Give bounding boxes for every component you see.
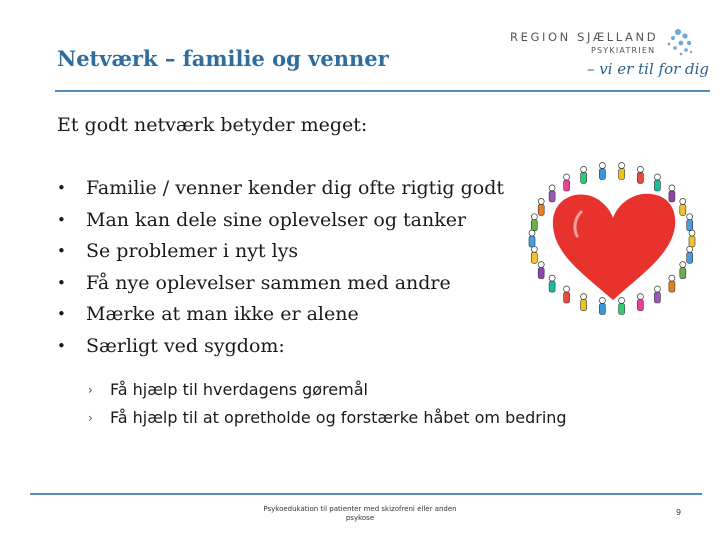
- logo-tagline: – vi er til for dig: [587, 60, 710, 78]
- list-item-text: Få hjælp til at opretholde og forstærke håbet om bedring: [110, 408, 567, 427]
- bullet-icon: •: [57, 210, 66, 229]
- heart-with-people-circle-icon: [521, 160, 704, 318]
- list-item-text: Se problemer i nyt lys: [86, 240, 299, 262]
- list-item: [57, 207, 504, 239]
- bullet-list: [57, 175, 504, 364]
- list-item-text: Man kan dele sine oplevelser og tanker: [86, 208, 467, 231]
- list-item-text: Få hjælp til hverdagens gøremål: [110, 380, 368, 399]
- title-divider: [55, 90, 710, 92]
- list-item: [57, 238, 504, 270]
- list-item: [88, 378, 567, 406]
- footer-divider: [30, 493, 702, 495]
- slide-title: Netværk – familie og venner: [57, 46, 389, 71]
- sub-bullet-list: [88, 378, 567, 434]
- list-item: [57, 270, 504, 302]
- list-item-text: Få nye oplevelser sammen med andre: [86, 271, 451, 294]
- list-item-text: Familie / venner kender dig ofte rigtig godt: [86, 177, 504, 199]
- bullet-icon: •: [57, 305, 66, 323]
- intro-text: Et godt netværk betyder meget:: [57, 114, 368, 136]
- bullet-icon: •: [57, 273, 66, 292]
- list-item: [57, 175, 504, 207]
- list-item: [88, 406, 567, 434]
- logo-division-text: PSYKIATRIEN: [591, 46, 656, 55]
- bullet-icon: •: [57, 242, 66, 260]
- arrow-bullet-icon: ›: [88, 383, 93, 397]
- list-item: [57, 333, 504, 365]
- list-item-text: Særligt ved sygdom:: [86, 334, 285, 357]
- logo-region-text: REGION SJÆLLAND: [510, 30, 659, 44]
- bullet-icon: •: [57, 336, 66, 355]
- footer-text: Psykoedukation til patienter med skizofreni eller anden psykose: [263, 505, 457, 522]
- page-number: 9: [676, 508, 682, 517]
- list-item-text: Mærke at man ikke er alene: [86, 303, 359, 325]
- region-logo: [505, 26, 710, 90]
- list-item: [57, 301, 504, 333]
- arrow-bullet-icon: ›: [88, 411, 93, 425]
- bullet-icon: •: [57, 179, 66, 197]
